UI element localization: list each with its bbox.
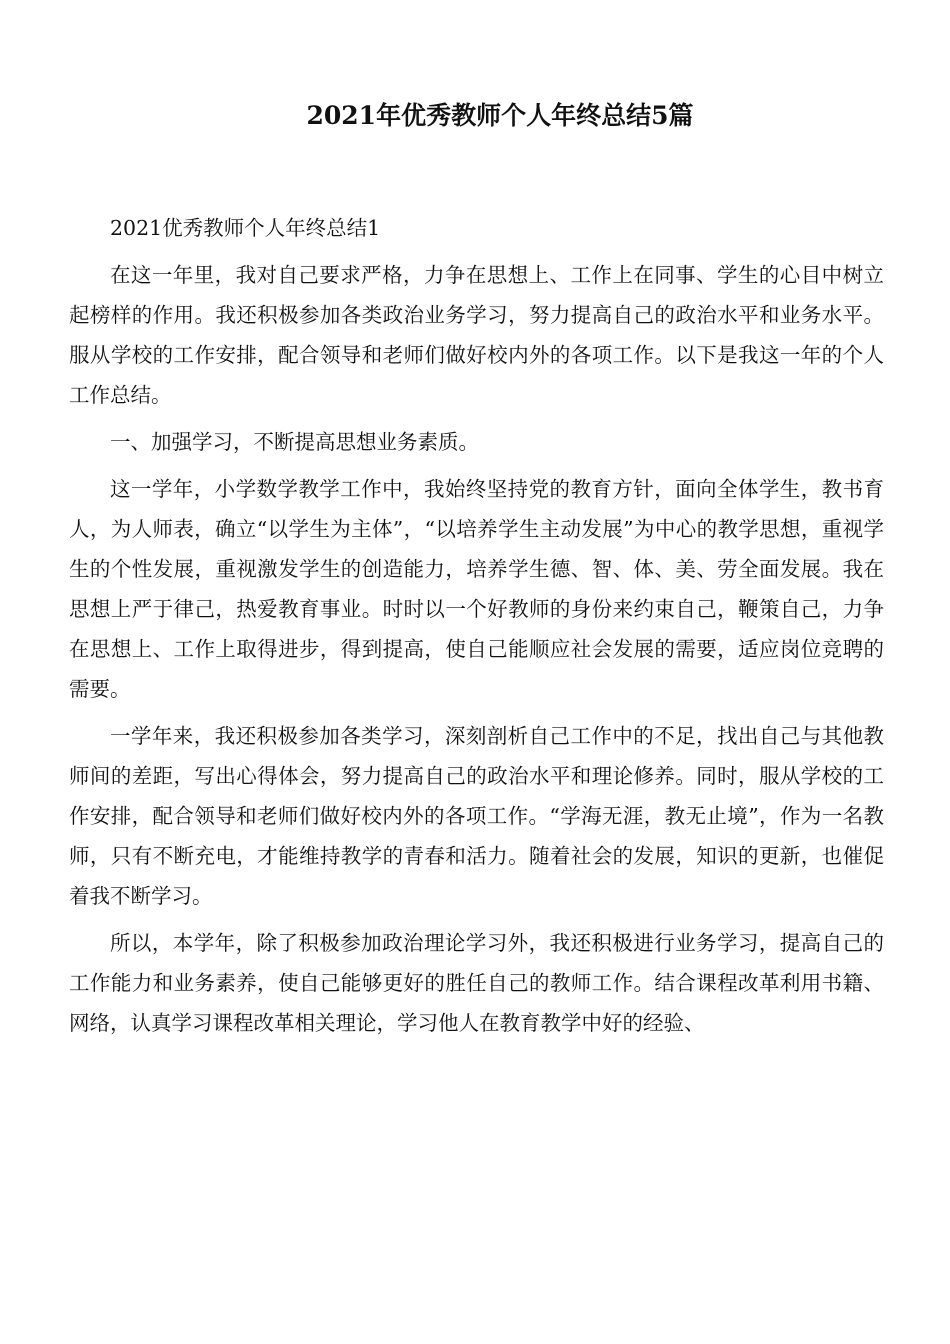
section-heading: 2021优秀教师个人年终总结1	[110, 216, 381, 240]
document-title: 2021年优秀教师个人年终总结5篇	[306, 101, 694, 130]
paragraph: 在这一年里，我对自己要求严格，力争在思想上、工作上在同事、学生的心目中树立起榜样的作用。我还积极参加各类政治业务学习，努力提高自己的政治水平和业务水平。服从学校的工作安排，配合领导和老师们做好校内外的各项工作。以下是我这一年的个人工作总结。	[69, 263, 884, 407]
paragraph: 一学年来，我还积极参加各类学习，深刻剖析自己工作中的不足，找出自己与其他教师间的差距，写出心得体会，努力提高自己的政治水平和理论修养。同时，服从学校的工作安排，配合领导和老师们做好校内外的各项工作。“学海无涯，教无止境”，作为一名教师，只有不断充电，才能维持教学的青春和活力。随着社会的发展，知识的更新，也催促着我不断学习。	[69, 724, 884, 908]
paragraph: 这一学年，小学数学教学工作中，我始终坚持党的教育方针，面向全体学生，教书育人，为人师表，确立“以学生为主体”，“以培养学生主动发展”为中心的教学思想，重视学生的个性发展，重视激发学生的创造能力，培养学生德、智、体、美、劳全面发展。我在思想上严于律己，热爱教育事业。时时以一个好教师的身份来约束自己，鞭策自己，力争在思想上、工作上取得进步，得到提高，使自己能顺应社会发展的需要，适应岗位竞聘的需要。	[69, 477, 884, 701]
subsection-heading: 一、加强学习，不断提高思想业务素质。	[110, 430, 479, 454]
paragraph: 所以，本学年，除了积极参加政治理论学习外，我还积极进行业务学习，提高自己的工作能力和业务素养，使自己能够更好的胜任自己的教师工作。结合课程改革利用书籍、网络，认真学习课程改革相关理论，学习他人在教育教学中好的经验、	[69, 931, 884, 1035]
document-body	[69, 208, 884, 1050]
